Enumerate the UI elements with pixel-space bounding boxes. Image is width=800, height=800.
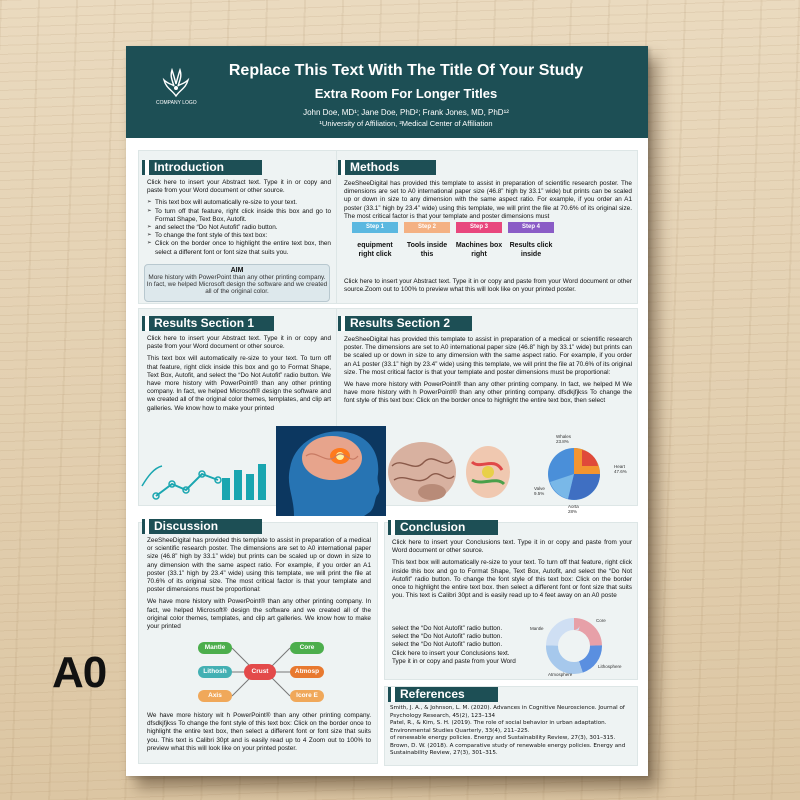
authors: John Doe, MD¹; Jane Doe, PhD²; Frank Jones, MD, PhD¹²	[303, 108, 509, 117]
conclusion-heading: Conclusion	[388, 520, 498, 535]
mindmap-node-axis: Axis	[198, 690, 232, 702]
logo-phoenix-icon	[162, 68, 190, 98]
step-3-label: Step 3	[456, 222, 502, 233]
introduction-lead: Click here to insert your Abstract text. Type it in or copy and paste from your Word document or other source.	[147, 179, 331, 195]
affiliations: ¹University of Affiliation, ²Medical Center of Affiliation	[319, 119, 493, 128]
results2-heading: Results Section 2	[338, 316, 472, 331]
donut-label-atmosphere: Atmosphere	[548, 672, 573, 677]
list-item: ➢ and select the “Do Not Autofit” radio button.	[147, 224, 331, 232]
introduction-heading: Introduction	[142, 160, 262, 175]
results2-pie-chart	[516, 426, 636, 516]
mindmap-node-icore: Icore E	[290, 690, 324, 702]
pie-label-heart: Heart	[614, 464, 626, 469]
results2-p2: We have more history with PowerPoint® than any other printing company. In fact, we helped M We have more history with h PowerPoint® than any other printing company. dfsdkjfjkss To change the font style of this text box: Click on the border once to highlight the entire text box, then select	[344, 380, 632, 405]
donut-label-core: Core	[596, 618, 606, 623]
pie-label-valve: Valve	[534, 486, 545, 491]
results1-p1: Click here to insert your Abstract text. Type it in or copy and paste from your Word document or other source.	[147, 335, 331, 351]
reference-item: Patel, R., & Kim, S. H. (2019). The role of social behavior in urban adaptation. Environmental Studies Quarterly, 33(4), 211–225.	[390, 720, 607, 734]
poster	[126, 46, 648, 776]
references-heading: References	[388, 687, 498, 702]
reference-item: Brown, D. W. (2018). A comparative study of renewable energy policies. Energy and Sustainability Review, 27(3), 301–315.	[390, 742, 626, 757]
step-2-label: Step 2	[404, 222, 450, 233]
conclusion-lines	[392, 625, 542, 666]
results1-p2: This text box will automatically re-size to your text. To turn off that feature, right click inside this box and go to Format Shape, Text Box, Autofit, and select the “Do Not Autofit” radio button. We have more history with PowerPoint® than any other printing company. In fact, we helped Microsoft® design the software and we created all of the original color themes, templates, and clip art galleries. We know how to make your printed	[147, 355, 332, 412]
aim-box	[144, 264, 330, 302]
brain-section-illustration	[466, 446, 510, 498]
methods-text: ZeeSheeDigital has provided this template to assist in preparation of scientific research poster. The dimensions are set to A0 international paper size (46.8” high by 33.1” wide) but prints can be scaled up or down in size to any dimension with the same aspect ratio. For example, if you order an A1 poster (33.1” high by 23.4” wide) using this template, we will print the file at 70.6% of its original size. The most critical factor is that your template and poster dimensions must	[344, 180, 632, 220]
company-logo	[156, 68, 196, 114]
conclusion-p1: Click here to insert your Conclusions text. Type it in or copy and paste from your Word document or other source.	[392, 539, 632, 555]
step-4-label: Step 4	[508, 222, 554, 233]
list-item: ➢ This text box will automatically re-size to your text.	[147, 199, 331, 207]
poster-header	[126, 46, 648, 138]
aim-title: AIM	[230, 267, 244, 274]
conclusion-line: select the “Do Not Autofit” radio button.	[392, 641, 503, 649]
brain-head-illustration	[276, 426, 386, 516]
conclusion-line: select the “Do Not Autofit” radio button.	[392, 633, 503, 641]
mindmap-node-atmosp: Atmosp	[290, 666, 324, 678]
step-1-label: Step 1	[352, 222, 398, 233]
step-4-desc: Results click inside	[509, 242, 553, 258]
crust-mindmap	[198, 642, 324, 702]
pie-value-whales: 23.8%	[556, 439, 569, 444]
mindmap-center-crust: Crust	[244, 664, 276, 680]
results1-text	[147, 335, 331, 417]
results1-heading: Results Section 1	[142, 316, 274, 331]
conclusion-donut-chart	[528, 616, 628, 678]
poster-title: Replace This Text With The Title Of Your Study	[228, 62, 584, 79]
reference-item: of renewable energy policies. Energy and Sustainability Review, 27(3), 301–315.	[390, 735, 616, 742]
introduction-bullets	[147, 199, 331, 256]
discussion-heading: Discussion	[142, 519, 262, 534]
pie-value-heart: 47.6%	[614, 469, 627, 474]
conclusion-line: Type it in or copy and paste from your Word	[392, 657, 516, 665]
list-item: ➢ Click on the border once to highlight the entire text box, then select a different font or font size that suits you.	[147, 240, 331, 256]
poster-subtitle: Extra Room For Longer Titles	[314, 86, 498, 101]
mindmap-node-mantle: Mantle	[198, 642, 232, 654]
pie-value-valve: 9.5%	[534, 491, 545, 496]
methods-heading: Methods	[338, 160, 436, 175]
methods-footer: Click here to insert your Abstract text. Type it in or copy and paste from your Word document or other source.Zoom out to 100% to preview what this will look like on your printed poster.	[344, 278, 632, 294]
pie-label-whales: Whales	[556, 434, 572, 439]
donut-label-mantle: Mantle	[530, 626, 544, 631]
introduction-text	[147, 179, 331, 257]
step-3-desc: Machines box right	[455, 242, 503, 258]
references-list	[390, 705, 632, 758]
step-2-desc: Tools inside this	[406, 242, 448, 258]
growth-chart-icon	[142, 464, 266, 500]
list-item: ➢ To turn off that feature, right click inside this box and go to Format Shape, Text Box, Autofit.	[147, 208, 331, 224]
step-1-desc: equipment right click	[357, 242, 393, 258]
discussion-text	[147, 537, 371, 635]
conclusion-p2: This text box will automatically re-size to your text. To turn off that feature, right click inside this box and go to Format Shape, Text Box, Autofit, and select the “Do Not Autofit” radio button. To change the font style of this text box: Click on the border once to highlight the entire text box. then select a different font or font size that suits you. This text is Calibri 30pt and is easily read up to 4 feet away on an A0 poste	[392, 559, 632, 600]
discussion-p2: We have more history with PowerPoint® than any other printing company. In fact, we helped Microsoft® design the software and we created all of the original color themes, templates, and clip art galleries. We know how to make your printed	[147, 598, 371, 630]
conclusion-text	[392, 539, 632, 604]
reference-item: Smith, J. A., & Johnson, L. M. (2020). Advances in Cognitive Neuroscience. Journal of Psychology Research, 45(2), 123–134	[390, 705, 625, 719]
conclusion-line: Click here to insert your Conclusions text.	[392, 649, 510, 657]
results2-text	[344, 336, 632, 410]
list-item: ➢ To change the font style of this text box:	[147, 232, 331, 240]
mindmap-node-core: Core	[290, 642, 324, 654]
methods-steps	[352, 222, 582, 267]
discussion-p3: We have more history wit h PowerPoint® than any other printing company. dfsdkjfjkss To change the font style of this text box: Click on the border once to highlight the entire text box, then select a different font or font size that suits you. This text is Calibri 30pt and is easily read up to 4 Zoom out to 100% to preview what this will look like on your printed poster.	[147, 712, 371, 752]
pie-label-aorta: Aorta	[568, 504, 579, 509]
mindmap-node-lithosh: Lithosh	[198, 666, 232, 678]
discussion-p1: ZeeSheeDigital has provided this template to assist in preparation of a medical or scientific research poster. The dimensions are set to A0 international paper size (46.8” high by 33.1” wide) but prints can be scaled up or down in size to any dimension with the same aspect ratio. For example, if you order an A1 poster (33.1” high by 23.4” wide) using this template, we will print the file at 70.6% of its original size. The most critical factor is that your template and poster dimensions must be proportional:	[147, 537, 371, 594]
pie-value-aorta: 28%	[568, 509, 578, 514]
donut-label-lithosphere: Lithosphere	[598, 664, 622, 669]
size-label-a0: A0	[52, 648, 107, 697]
aim-text: More history with PowerPoint than any other printing company. In fact, we helped Microsoft design the software and we created all of the original color.	[146, 274, 328, 295]
conclusion-line: select the “Do Not Autofit” radio button.	[392, 625, 503, 632]
results2-p1: ZeeSheeDigital has provided this template to assist in preparation of a medical or scientific research poster. The dimensions are set to A0 international paper size (46.8” high by 33.1” wide) but prints can be scaled up or down in size to any dimension with the same aspect ratio. For example, if you order an A1 poster (33.1” high by 23.4” wide) using this template, we will print the file at 70.6% of its original size. The most critical factor is that your template and poster dimensions must be proportional:	[344, 336, 632, 376]
brain-illustration	[388, 442, 456, 502]
logo-label: COMPANY LOGO	[156, 100, 197, 106]
